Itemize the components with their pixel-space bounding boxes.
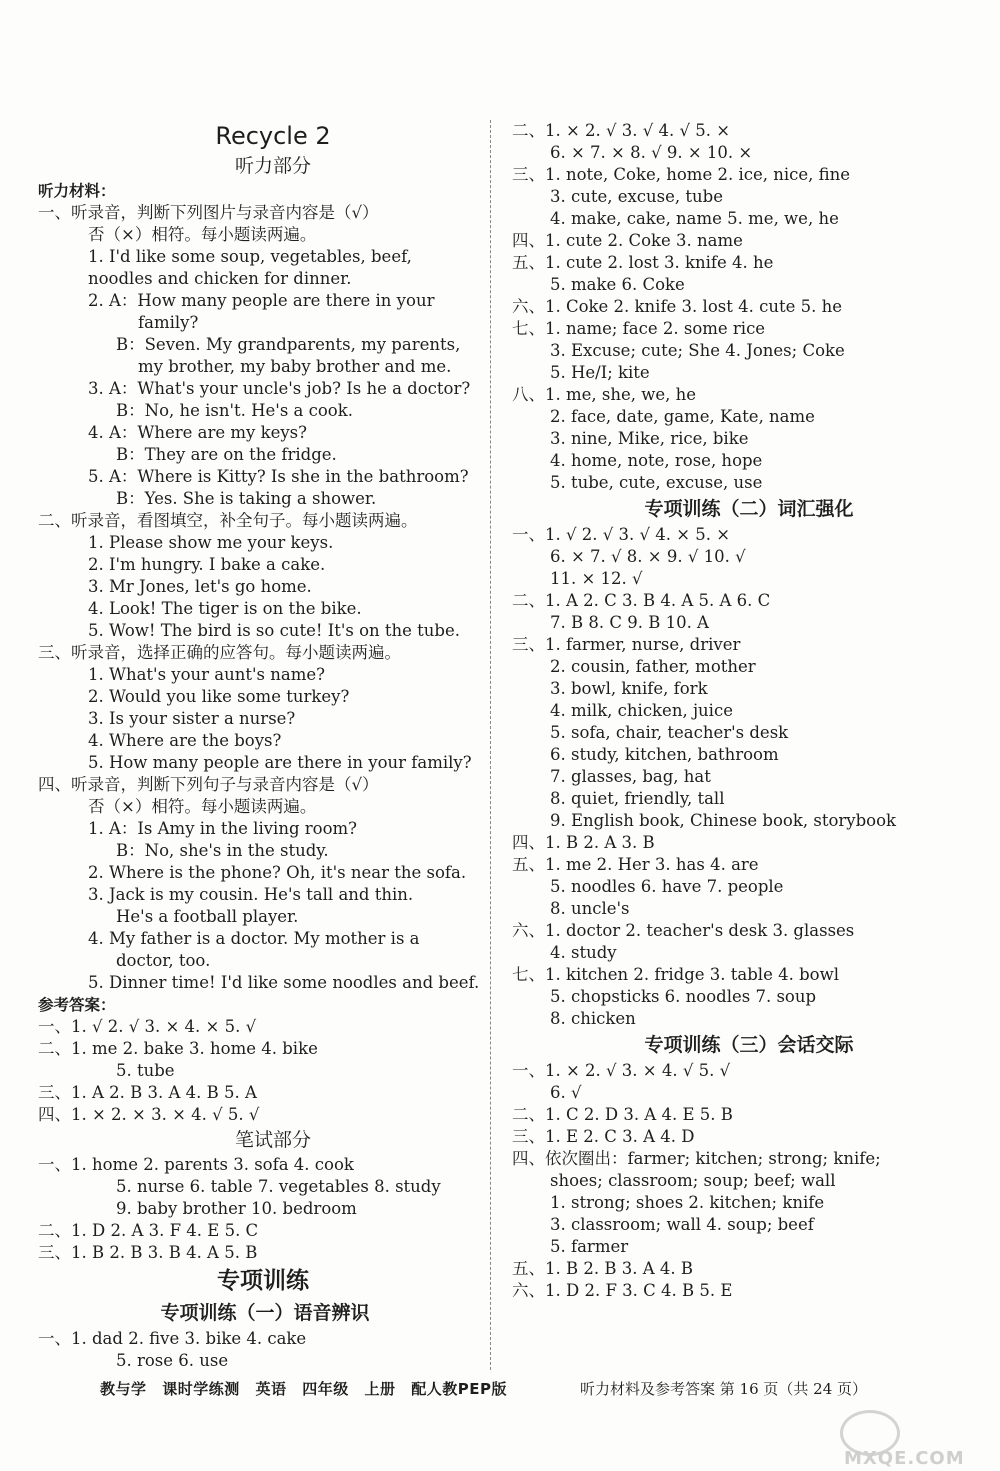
text-line: doctor, too. — [116, 951, 211, 970]
text-line: 3. bowl, knife, fork — [550, 679, 708, 698]
text-line: 二、1. × 2. √ 3. √ 4. √ 5. × — [512, 121, 731, 140]
site-watermark — [840, 1410, 990, 1469]
section-heading: 专项训练（二）词汇强化 — [644, 498, 854, 520]
text-line: noodles and chicken for dinner. — [88, 269, 352, 288]
section-heading: 专项训练（三）会话交际 — [644, 1034, 854, 1056]
section-title: Recycle 2 — [215, 122, 331, 150]
text-line: 2. face, date, game, Kate, name — [550, 407, 815, 426]
text-line: 八、1. me, she, we, he — [512, 385, 697, 404]
text-line: 3. A：What's your uncle's job? Is he a doctor? — [88, 379, 471, 398]
footer-publisher: 教与学 — [100, 1380, 147, 1398]
text-line: 3. Jack is my cousin. He's tall and thin. — [88, 885, 414, 904]
text-line: 七、1. name; face 2. some rice — [512, 319, 766, 338]
watermark-text: MXQE.COM — [844, 1448, 965, 1469]
text-line: 四、1. B 2. A 3. B — [512, 833, 655, 852]
text-line: B：No, she's in the study. — [116, 841, 329, 860]
footer-grade: 四年级 — [302, 1380, 349, 1398]
text-line: 9. English book, Chinese book, storybook — [550, 811, 897, 830]
text-line: 二、听录音，看图填空，补全句子。每小题读两遍。 — [38, 511, 418, 530]
text-line: 5. A：Where is Kitty? Is she in the bathroom? — [88, 467, 469, 486]
subsection-heading: 参考答案： — [38, 996, 116, 1014]
text-line: B：No, he isn't. He's a cook. — [116, 401, 353, 420]
text-line: 4. milk, chicken, juice — [550, 701, 733, 720]
text-line: 一、1. √ 2. √ 3. × 4. × 5. √ — [38, 1017, 257, 1036]
text-line: 3. Excuse; cute; She 4. Jones; Coke — [550, 341, 845, 360]
footer-edition: 配人教PEP版 — [411, 1380, 507, 1398]
text-line: 一、听录音，判断下列图片与录音内容是（√） — [38, 203, 379, 222]
footer-subject: 英语 — [255, 1380, 287, 1398]
text-line: 1. What's your aunt's name? — [88, 665, 325, 684]
text-line: 一、1. home 2. parents 3. sofa 4. cook — [38, 1155, 354, 1174]
text-line: 8. quiet, friendly, tall — [550, 789, 725, 808]
text-line: 7. glasses, bag, hat — [550, 767, 711, 786]
section-title: 听力部分 — [234, 155, 311, 177]
section-heading: 专项训练 — [217, 1268, 309, 1294]
text-line: 五、1. cute 2. lost 3. knife 4. he — [512, 253, 774, 272]
subsection-heading: 听力材料： — [38, 182, 116, 200]
text-line: 否（×）相符。每小题读两遍。 — [88, 797, 317, 816]
text-line: 四、1. cute 2. Coke 3. name — [512, 231, 743, 250]
right-column — [512, 120, 972, 1302]
text-line: He's a football player. — [116, 907, 299, 926]
text-line: 五、1. B 2. B 3. A 4. B — [512, 1259, 693, 1278]
text-line: 5. He/I; kite — [550, 363, 650, 382]
text-line: 5. Wow! The bird is so cute! It's on the tube. — [88, 621, 461, 640]
text-line: 五、1. me 2. Her 3. has 4. are — [512, 855, 759, 874]
text-line: 4. study — [550, 943, 617, 962]
text-line: 四、1. × 2. × 3. × 4. √ 5. √ — [38, 1105, 260, 1124]
text-line: 六、1. Coke 2. knife 3. lost 4. cute 5. he — [512, 297, 842, 316]
footer-page-number: 听力材料及参考答案 第 16 页（共 24 页） — [580, 1380, 868, 1398]
text-line: 四、依次圈出：farmer; kitchen; strong; knife; — [512, 1149, 881, 1168]
text-line: 六、1. doctor 2. teacher's desk 3. glasses — [512, 921, 855, 940]
text-line: 三、1. B 2. B 3. B 4. A 5. B — [38, 1243, 258, 1262]
text-line: 2. cousin, father, mother — [550, 657, 756, 676]
text-line: 5. Dinner time! I'd like some noodles and beef. — [88, 973, 480, 992]
text-line: 5. sofa, chair, teacher's desk — [550, 723, 789, 742]
text-line: 1. I'd like some soup, vegetables, beef, — [88, 247, 412, 266]
text-line: 二、1. A 2. C 3. B 4. A 5. A 6. C — [512, 591, 771, 610]
text-line: 3. cute, excuse, tube — [550, 187, 723, 206]
text-line: 2. Would you like some turkey? — [88, 687, 350, 706]
text-line: 4. home, note, rose, hope — [550, 451, 763, 470]
column-divider — [490, 120, 491, 1370]
page-footer — [100, 1378, 980, 1399]
text-line: my brother, my baby brother and me. — [138, 357, 452, 376]
text-line: 一、1. × 2. √ 3. × 4. √ 5. √ — [512, 1061, 731, 1080]
text-line: 5. farmer — [550, 1237, 629, 1256]
text-line: 3. Is your sister a nurse? — [88, 709, 296, 728]
text-line: 7. B 8. C 9. B 10. A — [550, 613, 709, 632]
text-line: 3. classroom; wall 4. soup; beef — [550, 1215, 814, 1234]
text-line: 4. My father is a doctor. My mother is a — [88, 929, 420, 948]
text-line: 9. baby brother 10. bedroom — [116, 1199, 357, 1218]
section-title: 笔试部分 — [234, 1129, 311, 1151]
section-heading: 专项训练（一）语音辨识 — [160, 1302, 370, 1324]
text-line: 四、听录音，判断下列句子与录音内容是（√） — [38, 775, 379, 794]
text-line: 5. chopsticks 6. noodles 7. soup — [550, 987, 817, 1006]
text-line: 3. nine, Mike, rice, bike — [550, 429, 749, 448]
text-line: shoes; classroom; soup; beef; wall — [550, 1171, 836, 1190]
text-line: 11. × 12. √ — [550, 569, 643, 588]
footer-volume: 上册 — [364, 1380, 396, 1398]
text-line: 2. A：How many people are there in your — [88, 291, 435, 310]
text-line: 一、1. √ 2. √ 3. √ 4. × 5. × — [512, 525, 731, 544]
footer-series: 课时学练测 — [162, 1380, 240, 1398]
text-line: 三、听录音，选择正确的应答句。每小题读两遍。 — [38, 643, 401, 662]
text-line: 4. Look! The tiger is on the bike. — [88, 599, 362, 618]
text-line: 6. √ — [550, 1083, 582, 1102]
text-line: 2. I'm hungry. I bake a cake. — [88, 555, 326, 574]
text-line: 8. chicken — [550, 1009, 636, 1028]
text-line: 七、1. kitchen 2. fridge 3. table 4. bowl — [512, 965, 839, 984]
text-line: 六、1. D 2. F 3. C 4. B 5. E — [512, 1281, 733, 1300]
text-line: 4. make, cake, name 5. me, we, he — [550, 209, 839, 228]
text-line: 1. A：Is Amy in the living room? — [88, 819, 358, 838]
left-column — [38, 120, 478, 1372]
text-line: 6. × 7. × 8. √ 9. × 10. × — [550, 143, 753, 162]
text-line: 8. uncle's — [550, 899, 630, 918]
text-line: 6. × 7. √ 8. × 9. √ 10. √ — [550, 547, 746, 566]
text-line: 三、1. E 2. C 3. A 4. D — [512, 1127, 695, 1146]
text-line: 5. tube, cute, excuse, use — [550, 473, 763, 492]
text-line: 5. tube — [116, 1061, 175, 1080]
text-line: 5. How many people are there in your family? — [88, 753, 472, 772]
text-line: B：Seven. My grandparents, my parents, — [116, 335, 461, 354]
text-line: 三、1. farmer, nurse, driver — [512, 635, 741, 654]
footer-book-info — [100, 1380, 517, 1398]
text-line: 二、1. me 2. bake 3. home 4. bike — [38, 1039, 318, 1058]
text-line: 2. Where is the phone? Oh, it's near the sofa. — [88, 863, 467, 882]
text-line: 一、1. dad 2. five 3. bike 4. cake — [38, 1329, 307, 1348]
text-line: family? — [138, 313, 199, 332]
text-line: 5. nurse 6. table 7. vegetables 8. study — [116, 1177, 441, 1196]
text-line: 三、1. note, Coke, home 2. ice, nice, fine — [512, 165, 851, 184]
text-line: 5. noodles 6. have 7. people — [550, 877, 784, 896]
text-line: 4. Where are the boys? — [88, 731, 282, 750]
text-line: 二、1. C 2. D 3. A 4. E 5. B — [512, 1105, 733, 1124]
text-line: 5. rose 6. use — [116, 1351, 229, 1370]
text-line: 1. strong; shoes 2. kitchen; knife — [550, 1193, 825, 1212]
text-line: 5. make 6. Coke — [550, 275, 685, 294]
text-line: 6. study, kitchen, bathroom — [550, 745, 779, 764]
text-line: 1. Please show me your keys. — [88, 533, 334, 552]
text-line: 二、1. D 2. A 3. F 4. E 5. C — [38, 1221, 259, 1240]
text-line: 否（×）相符。每小题读两遍。 — [88, 225, 317, 244]
text-line: B：They are on the fridge. — [116, 445, 337, 464]
text-line: 三、1. A 2. B 3. A 4. B 5. A — [38, 1083, 257, 1102]
text-line: 4. A：Where are my keys? — [88, 423, 307, 442]
text-line: 3. Mr Jones, let's go home. — [88, 577, 312, 596]
text-line: B：Yes. She is taking a shower. — [116, 489, 377, 508]
